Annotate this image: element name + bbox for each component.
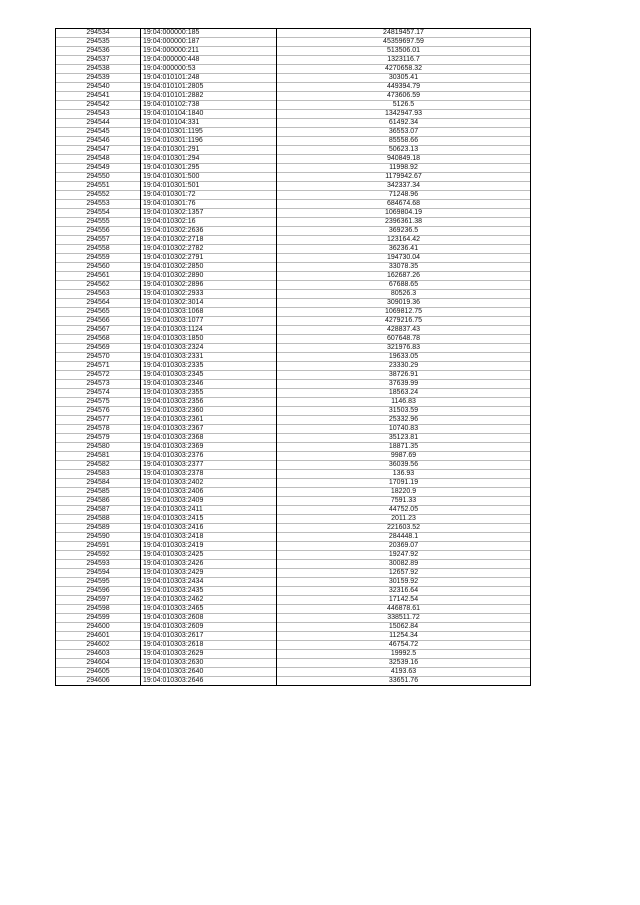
table-row [56,236,531,245]
row-id-cell: 294594 [56,569,141,578]
table-row [56,623,531,632]
cadastral-number-cell: 19:04:010303:2360 [141,407,277,416]
value-cell: 1323116.7 [277,56,531,65]
value-cell: 4279216.75 [277,317,531,326]
cadastral-number-cell: 19:04:010102:738 [141,101,277,110]
value-cell: 449394.79 [277,83,531,92]
table-row [56,281,531,290]
value-cell: 24819457.17 [277,29,531,38]
cadastral-number-cell: 19:04:010302:2791 [141,254,277,263]
row-id-cell: 294558 [56,245,141,254]
row-id-cell: 294571 [56,362,141,371]
value-cell: 1069804.19 [277,209,531,218]
row-id-cell: 294578 [56,425,141,434]
table-row [56,83,531,92]
cadastral-number-cell: 19:04:010303:2345 [141,371,277,380]
table-row [56,164,531,173]
value-cell: 162687.26 [277,272,531,281]
table-row [56,641,531,650]
cadastral-number-cell: 19:04:010303:2465 [141,605,277,614]
cadastral-number-cell: 19:04:010301:501 [141,182,277,191]
row-id-cell: 294587 [56,506,141,515]
value-cell: 36039.56 [277,461,531,470]
value-cell: 940849.18 [277,155,531,164]
cadastral-number-cell: 19:04:010303:1077 [141,317,277,326]
table-row [56,452,531,461]
cadastral-number-cell: 19:04:010302:2782 [141,245,277,254]
row-id-cell: 294560 [56,263,141,272]
row-id-cell: 294542 [56,101,141,110]
row-id-cell: 294535 [56,38,141,47]
table-row [56,596,531,605]
value-cell: 446878.61 [277,605,531,614]
value-cell: 2396361.38 [277,218,531,227]
table-row [56,380,531,389]
table-row [56,200,531,209]
value-cell: 4270658.32 [277,65,531,74]
cadastral-number-cell: 19:04:010101:248 [141,74,277,83]
row-id-cell: 294588 [56,515,141,524]
value-cell: 18871.35 [277,443,531,452]
table-row [56,443,531,452]
cadastral-number-cell: 19:04:010303:2324 [141,344,277,353]
value-cell: 9987.69 [277,452,531,461]
value-cell: 428837.43 [277,326,531,335]
cadastral-number-cell: 19:04:010303:2368 [141,434,277,443]
table-row [56,326,531,335]
table-row [56,155,531,164]
cadastral-number-cell: 19:04:010301:1196 [141,137,277,146]
row-id-cell: 294606 [56,677,141,686]
row-id-cell: 294552 [56,191,141,200]
cadastral-number-cell: 19:04:010303:2416 [141,524,277,533]
row-id-cell: 294583 [56,470,141,479]
value-cell: 19633.05 [277,353,531,362]
value-cell: 33651.76 [277,677,531,686]
table-row [56,299,531,308]
table-row [56,92,531,101]
cadastral-number-cell: 19:04:010302:2933 [141,290,277,299]
row-id-cell: 294537 [56,56,141,65]
cadastral-number-cell: 19:04:010302:2718 [141,236,277,245]
table-row [56,650,531,659]
table-row [56,110,531,119]
table-row [56,614,531,623]
cadastral-number-cell: 19:04:010303:2377 [141,461,277,470]
table-row [56,254,531,263]
row-id-cell: 294586 [56,497,141,506]
table-row [56,677,531,686]
table-row [56,668,531,677]
value-cell: 123164.42 [277,236,531,245]
row-id-cell: 294563 [56,290,141,299]
cadastral-number-cell: 19:04:010303:2409 [141,497,277,506]
row-id-cell: 294553 [56,200,141,209]
row-id-cell: 294548 [56,155,141,164]
row-id-cell: 294576 [56,407,141,416]
table-row [56,191,531,200]
row-id-cell: 294544 [56,119,141,128]
cadastral-number-cell: 19:04:000000:448 [141,56,277,65]
table-row [56,398,531,407]
value-cell: 20369.07 [277,542,531,551]
row-id-cell: 294605 [56,668,141,677]
row-id-cell: 294580 [56,443,141,452]
cadastral-number-cell: 19:04:010303:2411 [141,506,277,515]
cadastral-number-cell: 19:04:010301:76 [141,200,277,209]
row-id-cell: 294579 [56,434,141,443]
cadastral-number-cell: 19:04:010303:2630 [141,659,277,668]
cadastral-number-cell: 19:04:010301:291 [141,146,277,155]
row-id-cell: 294574 [56,389,141,398]
value-cell: 30159.92 [277,578,531,587]
value-cell: 11998.92 [277,164,531,173]
row-id-cell: 294573 [56,380,141,389]
row-id-cell: 294567 [56,326,141,335]
row-id-cell: 294581 [56,452,141,461]
table-row [56,65,531,74]
cadastral-number-cell: 19:04:010101:2805 [141,83,277,92]
row-id-cell: 294551 [56,182,141,191]
cadastral-number-cell: 19:04:010303:2361 [141,416,277,425]
value-cell: 4193.63 [277,668,531,677]
value-cell: 50623.13 [277,146,531,155]
row-id-cell: 294534 [56,29,141,38]
cadastral-number-cell: 19:04:010303:2356 [141,398,277,407]
row-id-cell: 294569 [56,344,141,353]
cadastral-number-cell: 19:04:010303:2646 [141,677,277,686]
table-row [56,263,531,272]
row-id-cell: 294550 [56,173,141,182]
value-cell: 136.93 [277,470,531,479]
row-id-cell: 294604 [56,659,141,668]
table-row [56,389,531,398]
table-row [56,560,531,569]
row-id-cell: 294545 [56,128,141,137]
value-cell: 15062.84 [277,623,531,632]
table-body [56,29,531,686]
cadastral-number-cell: 19:04:010303:2335 [141,362,277,371]
value-cell: 36553.07 [277,128,531,137]
cadastral-number-cell: 19:04:010301:295 [141,164,277,173]
row-id-cell: 294539 [56,74,141,83]
row-id-cell: 294603 [56,650,141,659]
row-id-cell: 294566 [56,317,141,326]
cadastral-number-cell: 19:04:010301:294 [141,155,277,164]
table-row [56,362,531,371]
cadastral-number-cell: 19:04:000000:185 [141,29,277,38]
cadastral-number-cell: 19:04:010301:72 [141,191,277,200]
cadastral-number-cell: 19:04:010104:1840 [141,110,277,119]
table-row [56,101,531,110]
value-cell: 321976.83 [277,344,531,353]
cadastral-number-cell: 19:04:010303:2425 [141,551,277,560]
row-id-cell: 294595 [56,578,141,587]
table-row [56,551,531,560]
cadastral-number-cell: 19:04:010303:1124 [141,326,277,335]
cadastral-number-cell: 19:04:010302:16 [141,218,277,227]
row-id-cell: 294577 [56,416,141,425]
cadastral-number-cell: 19:04:010303:2355 [141,389,277,398]
table-row [56,506,531,515]
value-cell: 18220.9 [277,488,531,497]
table-row [56,146,531,155]
value-cell: 1342947.93 [277,110,531,119]
table-row [56,335,531,344]
value-cell: 19247.92 [277,551,531,560]
row-id-cell: 294561 [56,272,141,281]
value-cell: 61492.34 [277,119,531,128]
value-cell: 25332.96 [277,416,531,425]
value-cell: 46754.72 [277,641,531,650]
table-row [56,425,531,434]
row-id-cell: 294602 [56,641,141,650]
cadastral-number-cell: 19:04:000000:53 [141,65,277,74]
cadastral-number-cell: 19:04:010303:2462 [141,596,277,605]
cadastral-number-cell: 19:04:010301:1195 [141,128,277,137]
value-cell: 1146.83 [277,398,531,407]
value-cell: 7591.33 [277,497,531,506]
cadastral-number-cell: 19:04:010303:2367 [141,425,277,434]
table-row [56,461,531,470]
table-row [56,416,531,425]
table-row [56,569,531,578]
table-row [56,434,531,443]
data-table [55,28,531,686]
table-row [56,479,531,488]
cadastral-number-cell: 19:04:010303:2608 [141,614,277,623]
value-cell: 18563.24 [277,389,531,398]
table-row [56,515,531,524]
row-id-cell: 294600 [56,623,141,632]
cadastral-number-cell: 19:04:010104:331 [141,119,277,128]
table-row [56,353,531,362]
table-row [56,29,531,38]
cadastral-number-cell: 19:04:010302:2636 [141,227,277,236]
cadastral-number-cell: 19:04:010302:1357 [141,209,277,218]
value-cell: 10740.83 [277,425,531,434]
cadastral-number-cell: 19:04:010303:2640 [141,668,277,677]
value-cell: 5126.5 [277,101,531,110]
cadastral-number-cell: 19:04:010303:2346 [141,380,277,389]
value-cell: 12657.92 [277,569,531,578]
value-cell: 11254.34 [277,632,531,641]
row-id-cell: 294572 [56,371,141,380]
row-id-cell: 294562 [56,281,141,290]
value-cell: 17091.19 [277,479,531,488]
value-cell: 369236.5 [277,227,531,236]
cadastral-number-cell: 19:04:010303:2618 [141,641,277,650]
cadastral-number-cell: 19:04:010303:2617 [141,632,277,641]
value-cell: 80526.3 [277,290,531,299]
value-cell: 67688.65 [277,281,531,290]
cadastral-number-cell: 19:04:010303:2369 [141,443,277,452]
row-id-cell: 294599 [56,614,141,623]
value-cell: 23330.29 [277,362,531,371]
table-row [56,344,531,353]
cadastral-number-cell: 19:04:010303:2402 [141,479,277,488]
table-row [56,47,531,56]
cadastral-number-cell: 19:04:010303:2429 [141,569,277,578]
row-id-cell: 294555 [56,218,141,227]
table-row [56,128,531,137]
row-id-cell: 294538 [56,65,141,74]
table-row [56,587,531,596]
table-row [56,173,531,182]
cadastral-number-cell: 19:04:010302:2890 [141,272,277,281]
cadastral-number-cell: 19:04:010303:2376 [141,452,277,461]
table-row [56,290,531,299]
value-cell: 1069812.75 [277,308,531,317]
table-row [56,407,531,416]
row-id-cell: 294590 [56,533,141,542]
table-row [56,137,531,146]
row-id-cell: 294596 [56,587,141,596]
value-cell: 35123.81 [277,434,531,443]
table-row [56,542,531,551]
value-cell: 1179942.67 [277,173,531,182]
cadastral-number-cell: 19:04:010303:1068 [141,308,277,317]
row-id-cell: 294570 [56,353,141,362]
value-cell: 309019.36 [277,299,531,308]
table-row [56,524,531,533]
cadastral-number-cell: 19:04:010303:2331 [141,353,277,362]
row-id-cell: 294601 [56,632,141,641]
value-cell: 30305.41 [277,74,531,83]
cadastral-number-cell: 19:04:010303:2435 [141,587,277,596]
table-row [56,632,531,641]
row-id-cell: 294547 [56,146,141,155]
cadastral-number-cell: 19:04:010301:500 [141,173,277,182]
value-cell: 2011.23 [277,515,531,524]
table-row [56,533,531,542]
row-id-cell: 294556 [56,227,141,236]
row-id-cell: 294540 [56,83,141,92]
row-id-cell: 294536 [56,47,141,56]
value-cell: 33078.35 [277,263,531,272]
table-row [56,470,531,479]
row-id-cell: 294559 [56,254,141,263]
value-cell: 284448.1 [277,533,531,542]
cadastral-number-cell: 19:04:010302:2850 [141,263,277,272]
value-cell: 36236.41 [277,245,531,254]
value-cell: 194730.04 [277,254,531,263]
row-id-cell: 294597 [56,596,141,605]
cadastral-number-cell: 19:04:010303:1850 [141,335,277,344]
table-row [56,227,531,236]
table-row [56,605,531,614]
cadastral-number-cell: 19:04:000000:187 [141,38,277,47]
table-row [56,488,531,497]
cadastral-number-cell: 19:04:010303:2426 [141,560,277,569]
table-row [56,578,531,587]
table-row [56,659,531,668]
cadastral-number-cell: 19:04:010303:2434 [141,578,277,587]
cadastral-number-cell: 19:04:010302:3014 [141,299,277,308]
value-cell: 45359697.59 [277,38,531,47]
cadastral-number-cell: 19:04:000000:211 [141,47,277,56]
row-id-cell: 294592 [56,551,141,560]
table-row [56,245,531,254]
row-id-cell: 294582 [56,461,141,470]
table-row [56,74,531,83]
cadastral-number-cell: 19:04:010303:2419 [141,542,277,551]
row-id-cell: 294541 [56,92,141,101]
value-cell: 31503.59 [277,407,531,416]
row-id-cell: 294591 [56,542,141,551]
table-row [56,308,531,317]
row-id-cell: 294575 [56,398,141,407]
row-id-cell: 294589 [56,524,141,533]
value-cell: 684674.68 [277,200,531,209]
value-cell: 30082.89 [277,560,531,569]
cadastral-number-cell: 19:04:010303:2378 [141,470,277,479]
row-id-cell: 294546 [56,137,141,146]
table-row [56,218,531,227]
table-row [56,119,531,128]
table-row [56,182,531,191]
value-cell: 85558.66 [277,137,531,146]
table-row [56,56,531,65]
value-cell: 17142.54 [277,596,531,605]
cadastral-number-cell: 19:04:010101:2882 [141,92,277,101]
table-row [56,497,531,506]
value-cell: 71248.96 [277,191,531,200]
value-cell: 607648.78 [277,335,531,344]
row-id-cell: 294549 [56,164,141,173]
value-cell: 473606.59 [277,92,531,101]
table-row [56,371,531,380]
value-cell: 338511.72 [277,614,531,623]
row-id-cell: 294593 [56,560,141,569]
row-id-cell: 294565 [56,308,141,317]
row-id-cell: 294554 [56,209,141,218]
row-id-cell: 294564 [56,299,141,308]
table-row [56,317,531,326]
table-row [56,272,531,281]
cadastral-number-cell: 19:04:010303:2415 [141,515,277,524]
value-cell: 221603.52 [277,524,531,533]
value-cell: 44752.05 [277,506,531,515]
cadastral-number-cell: 19:04:010303:2418 [141,533,277,542]
row-id-cell: 294568 [56,335,141,344]
value-cell: 32316.64 [277,587,531,596]
value-cell: 19992.5 [277,650,531,659]
table-row [56,38,531,47]
value-cell: 32539.16 [277,659,531,668]
value-cell: 37639.99 [277,380,531,389]
row-id-cell: 294585 [56,488,141,497]
row-id-cell: 294557 [56,236,141,245]
row-id-cell: 294584 [56,479,141,488]
value-cell: 342337.34 [277,182,531,191]
row-id-cell: 294598 [56,605,141,614]
cadastral-number-cell: 19:04:010303:2406 [141,488,277,497]
value-cell: 513506.01 [277,47,531,56]
row-id-cell: 294543 [56,110,141,119]
cadastral-number-cell: 19:04:010302:2896 [141,281,277,290]
table-row [56,209,531,218]
value-cell: 38726.91 [277,371,531,380]
cadastral-number-cell: 19:04:010303:2629 [141,650,277,659]
cadastral-number-cell: 19:04:010303:2609 [141,623,277,632]
